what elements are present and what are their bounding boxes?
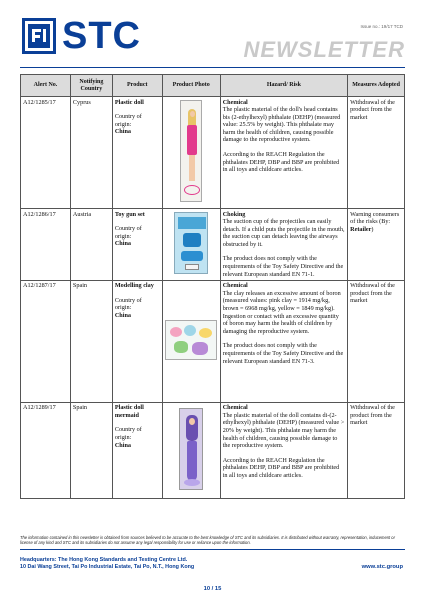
hazard-title: Chemical xyxy=(222,282,248,290)
origin-value: China xyxy=(114,240,131,248)
measures-adopted: Withdrawal of the product from the market xyxy=(348,97,405,209)
notifying-country: Cyprus xyxy=(70,97,112,209)
hazard-regulation: According to the REACH Regulation the phthalates DEHP, DBP and BBP are prohibited in all toys and childcare articles. xyxy=(222,456,340,479)
alerts-table xyxy=(20,74,405,499)
product-cell xyxy=(112,402,162,498)
measures-actor: Retailer xyxy=(350,225,372,233)
doll-photo-icon xyxy=(180,100,202,202)
measures-adopted: Withdrawal of the product from the market xyxy=(348,402,405,498)
table-row xyxy=(21,280,405,402)
table-row xyxy=(21,97,405,209)
photo-cell xyxy=(162,402,220,498)
disclaimer-text: The information contained in this newsletter is obtained from sources believed to be accurate to the best knowledge of STC and its subsidiaries. It is distributed without warranty, representation, inducement or license of any kind and STC and its subsidiaries do not assume any legal responsibility for use or reliance upon the information. xyxy=(20,535,395,545)
measures-text: Warning consumers of the risks (By: xyxy=(350,210,400,226)
hazard-cell xyxy=(220,280,347,402)
product-cell xyxy=(112,209,162,281)
column-header-measures: Measures Adopted xyxy=(348,75,405,97)
header-divider xyxy=(20,67,405,68)
alert-number: A12/1285/17 xyxy=(21,97,71,209)
issue-number: Issue no.: 19/17 TCD xyxy=(360,24,403,29)
column-header-alert-no: Alert No. xyxy=(21,75,71,97)
measures-close: ) xyxy=(371,225,374,233)
newsletter-title: NEWSLETTER xyxy=(243,37,405,62)
hazard-cell xyxy=(220,209,347,281)
hazard-description: The clay releases an excessive amount of boron (measured values: pink clay = 1914 mg/kg, brown = 6968 mg/kg, yellow = 1849 mg/kg). Ingestion or contact with an excessive quantity of boron may harm the health of children by damaging the reproductive system. xyxy=(222,289,341,335)
product-name: Plastic doll mermaid xyxy=(114,404,144,419)
origin-label: Country of origin: xyxy=(114,296,142,312)
product-name: Plastic doll xyxy=(114,98,144,106)
mermaid-doll-photo-icon xyxy=(179,408,203,490)
table-row xyxy=(21,402,405,498)
hazard-cell xyxy=(220,402,347,498)
origin-value: China xyxy=(114,441,131,449)
stc-logo-icon xyxy=(22,18,56,54)
origin-label: Country of origin: xyxy=(114,426,142,442)
hazard-description: The suction cup of the projectiles can easily detach. If a child puts the projectile in the mouth, the suction cup can detach leaving the airways obstructed by it. xyxy=(222,218,345,248)
alert-number: A12/1286/17 xyxy=(21,209,71,281)
origin-label: Country of origin: xyxy=(114,225,142,240)
hazard-title: Choking xyxy=(222,210,246,218)
product-name: Modelling clay xyxy=(114,282,154,290)
table-header-row xyxy=(21,75,405,97)
hazard-description: The plastic material of the doll's head contains bis (2-ethylhexyl) phthalate (DEHP) (measured value: 25.5% by weight). This phthalate may harm the health of children, causing possible damage to the reproductive system. xyxy=(222,106,341,144)
alert-number: A12/1289/17 xyxy=(21,402,71,498)
notifying-country: Spain xyxy=(70,280,112,402)
hazard-regulation: The product does not comply with the requirements of the Toy Safety Directive and the relevant European standard EN 71-1. xyxy=(222,255,344,278)
hq-street: 10 Dai Wang Street, Tai Po Industrial Estate, Tai Po, N.T., Hong Kong xyxy=(20,564,195,570)
hq-name: Headquarters: The Hong Kong Standards and Testing Centre Ltd. xyxy=(20,557,188,563)
measures-adopted xyxy=(348,209,405,281)
product-name: Toy gun set xyxy=(114,210,145,218)
product-cell xyxy=(112,97,162,209)
column-header-country: Notifying Country xyxy=(70,75,112,97)
notifying-country: Spain xyxy=(70,402,112,498)
hazard-regulation: According to the REACH Regulation the phthalates DEHP, DBP and BBP are prohibited in all toys and childcare articles. xyxy=(222,151,340,174)
footer-divider xyxy=(20,549,405,550)
page-number: 10 / 15 xyxy=(203,586,222,592)
website-link[interactable]: www.stc.group xyxy=(361,564,403,570)
headquarters-address xyxy=(20,557,194,571)
hazard-title: Chemical xyxy=(222,98,248,106)
alert-number: A12/1287/17 xyxy=(21,280,71,402)
photo-cell xyxy=(162,97,220,209)
origin-value: China xyxy=(114,312,131,320)
hazard-title: Chemical xyxy=(222,404,248,412)
hazard-description: The plastic material of the doll contains di-(2-ethylhexyl) phthalate (DEHP) (measured value > 20% by weight). This phthalate may harm the health of children, causing possible damage to the reproductive system. xyxy=(222,411,345,450)
column-header-hazard: Hazard/ Risk xyxy=(220,75,347,97)
brand-name: STC xyxy=(62,15,141,57)
modelling-clay-photo-icon xyxy=(165,320,217,360)
notifying-country: Austria xyxy=(70,209,112,281)
measures-adopted: Withdrawal of the product from the market xyxy=(348,280,405,402)
toy-gun-photo-icon xyxy=(174,212,208,274)
hazard-regulation: The product does not comply with the requirements of the Toy Safety Directive and the relevant European standard EN 71-3. xyxy=(222,342,344,365)
origin-value: China xyxy=(114,128,131,136)
product-cell xyxy=(112,280,162,402)
photo-cell xyxy=(162,209,220,281)
photo-cell xyxy=(162,280,220,402)
table-row xyxy=(21,209,405,281)
column-header-photo: Product Photo xyxy=(162,75,220,97)
hazard-cell xyxy=(220,97,347,209)
column-header-product: Product xyxy=(112,75,162,97)
origin-label: Country of origin: xyxy=(114,113,142,128)
